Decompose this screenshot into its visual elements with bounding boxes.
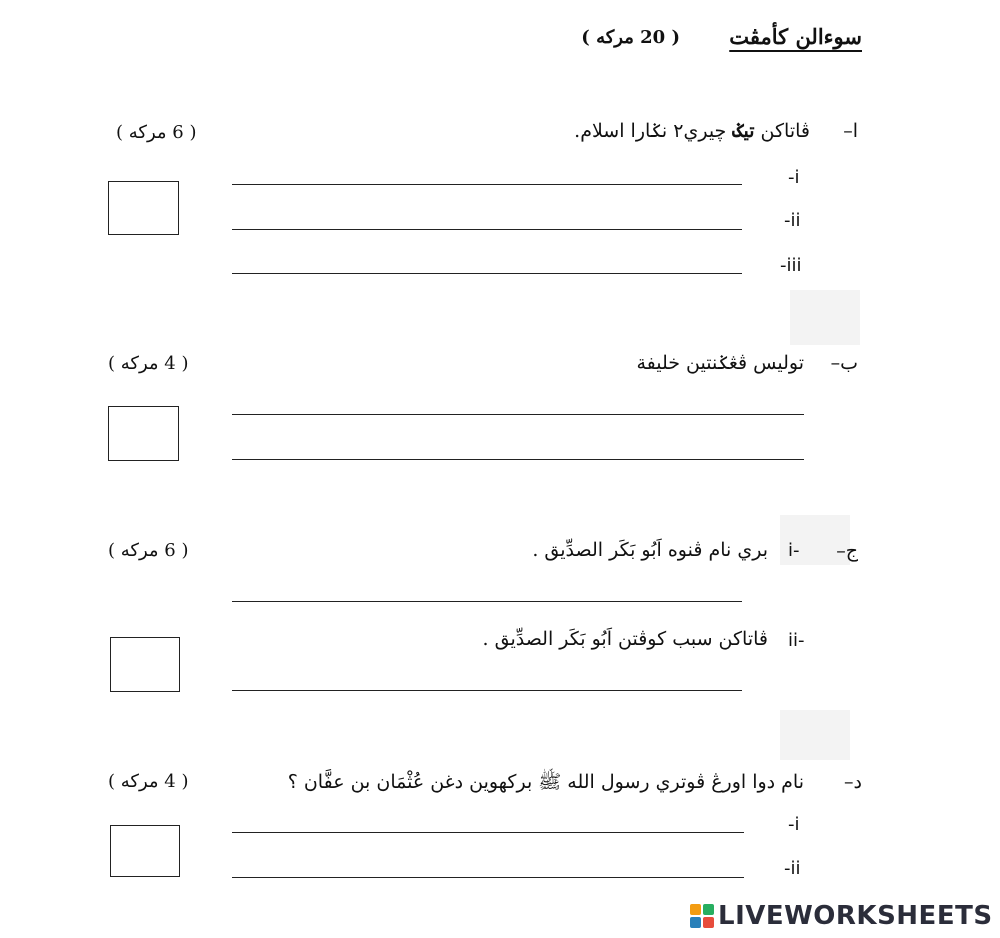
question-b-number: ب– [830, 352, 858, 374]
question-d-text: نام دوا اورڠ ڤوتري رسول الله ﷺ بركهوين دغن عُثْمَان بن عفَّان ؟ [287, 771, 804, 793]
question-a-sub-i: -i [788, 167, 800, 188]
question-c-number: ج– [836, 540, 858, 562]
answer-line-c-ii[interactable] [232, 690, 742, 691]
question-c-sub-i-label: i- [788, 540, 800, 561]
question-a-number: ا– [843, 120, 858, 142]
liveworksheets-logo [690, 901, 993, 931]
total-marks: ( 20 مركه ) [581, 27, 680, 48]
answer-line-a-iii[interactable] [232, 273, 742, 274]
question-b-text: توليس ڤڠݢنتين خليفة [636, 352, 804, 374]
answer-line-a-i[interactable] [232, 184, 742, 185]
liveworksheets-wordmark: LIVEWORKSHEETS [718, 901, 993, 931]
marks-box-a[interactable] [108, 181, 179, 235]
question-c-sub-i-text: بري نام ڤنوه اَبُو بَكَر الصدِّيق . [532, 539, 768, 561]
answer-line-c-i[interactable] [232, 601, 742, 602]
question-a-marks: ( 6 مركه ) [116, 122, 197, 143]
question-c-sub-ii-text: ڤاتاكن سبب كوڤتن اَبُو بَكَر الصدِّيق . [482, 628, 768, 650]
answer-line-d-ii[interactable] [232, 877, 744, 878]
question-d-number: د– [844, 771, 862, 793]
question-d-marks: ( 4 مركه ) [108, 771, 189, 792]
question-a-sub-ii: -ii [784, 210, 801, 231]
bleed-through-shadow [780, 710, 850, 760]
answer-line-b-2[interactable] [232, 459, 804, 460]
question-d-sub-ii: -ii [784, 858, 801, 879]
marks-box-c[interactable] [110, 637, 180, 692]
marks-box-b[interactable] [108, 406, 179, 461]
liveworksheets-logo-icon [690, 904, 714, 928]
section-title: سوءالن كأمڤت [729, 24, 862, 49]
question-a-text: ڤاتاكن تيݢ چيري٢ نݢارا اسلام. [574, 120, 810, 142]
question-d-sub-i: -i [788, 814, 800, 835]
question-b-marks: ( 4 مركه ) [108, 353, 189, 374]
question-c-marks: ( 6 مركه ) [108, 540, 189, 561]
question-a-sub-iii: -iii [780, 255, 802, 276]
answer-line-d-i[interactable] [232, 832, 744, 833]
answer-line-b-1[interactable] [232, 414, 804, 415]
marks-box-d[interactable] [110, 825, 180, 877]
answer-line-a-ii[interactable] [232, 229, 742, 230]
question-c-sub-ii-label: ii- [788, 630, 805, 651]
bleed-through-shadow [790, 290, 860, 345]
